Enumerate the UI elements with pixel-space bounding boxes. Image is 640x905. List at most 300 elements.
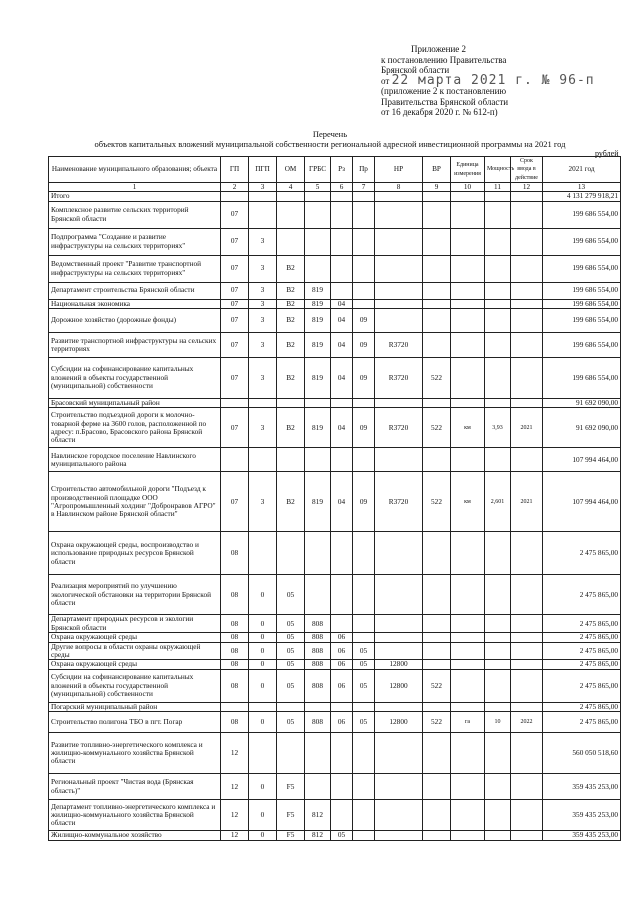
cell-power [485, 399, 511, 408]
cell-term [511, 299, 543, 308]
column-number: 1 [49, 183, 221, 192]
table-row [49, 575, 621, 615]
cell-amount: 199 686 554,00 [543, 309, 621, 333]
cell-gp: 07 [221, 299, 249, 308]
cell-unit [451, 660, 485, 669]
cell-gp [221, 448, 249, 472]
cell-power [485, 333, 511, 358]
cell-name: Субсидии на софинансирование капитальных вложений в объекты государственной (муниципальной) собственности [49, 669, 221, 702]
cell-name: Другие вопросы в области охраны окружающей среды [49, 642, 221, 660]
cell-gp: 08 [221, 712, 249, 733]
cell-amount: 2 475 865,00 [543, 615, 621, 633]
cell-power [485, 615, 511, 633]
cell-amount: 2 475 865,00 [543, 532, 621, 575]
cell-power [485, 774, 511, 800]
cell-grbs: 819 [305, 333, 331, 358]
table-row [49, 831, 621, 840]
column-header: Рз [331, 157, 353, 183]
cell-om: В2 [277, 309, 305, 333]
cell-grbs: 808 [305, 660, 331, 669]
cell-pgp: 3 [249, 282, 277, 299]
cell-vr: 522 [423, 669, 451, 702]
cell-vr [423, 228, 451, 255]
cell-amount: 107 994 464,00 [543, 472, 621, 532]
cell-om: В2 [277, 282, 305, 299]
column-number-row [49, 183, 621, 192]
cell-pr [353, 448, 375, 472]
cell-unit [451, 201, 485, 228]
cell-om: 05 [277, 575, 305, 615]
cell-om: В2 [277, 408, 305, 448]
column-header: ВР [423, 157, 451, 183]
appendix-header [381, 44, 621, 118]
cell-name: Жилищно-коммунальное хозяйство [49, 831, 221, 840]
cell-power [485, 201, 511, 228]
cell-rz: 06 [331, 660, 353, 669]
column-number: 12 [511, 183, 543, 192]
cell-vr [423, 774, 451, 800]
cell-vr [423, 309, 451, 333]
cell-unit [451, 399, 485, 408]
cell-amount: 4 131 279 918,21 [543, 192, 621, 201]
column-number: 7 [353, 183, 375, 192]
cell-vr [423, 831, 451, 840]
column-number: 2 [221, 183, 249, 192]
cell-term [511, 831, 543, 840]
cell-rz: 06 [331, 712, 353, 733]
cell-unit [451, 642, 485, 660]
cell-power [485, 800, 511, 831]
cell-pgp: 0 [249, 800, 277, 831]
cell-rz [331, 733, 353, 774]
cell-unit [451, 255, 485, 282]
cell-amount: 199 686 554,00 [543, 201, 621, 228]
cell-grbs [305, 201, 331, 228]
cell-nr: R3720 [375, 472, 423, 532]
table-row [49, 333, 621, 358]
cell-rz [331, 615, 353, 633]
cell-rz [331, 201, 353, 228]
cell-om: В2 [277, 333, 305, 358]
cell-vr [423, 192, 451, 201]
cell-pr [353, 201, 375, 228]
cell-rz [331, 228, 353, 255]
cell-name: Строительство автомобильной дороги "Подъезд к производственной площадке ООО "Агропромышленный холдинг "Добронравов АГРО" в Навлинском районе Брянской области" [49, 472, 221, 532]
cell-vr [423, 800, 451, 831]
cell-pgp: 3 [249, 228, 277, 255]
cell-pr [353, 831, 375, 840]
cell-unit [451, 800, 485, 831]
cell-om: 05 [277, 660, 305, 669]
cell-nr [375, 299, 423, 308]
cell-pr: 05 [353, 712, 375, 733]
cell-name: Реализация мероприятий по улучшению экологической обстановки на территории Брянской области [49, 575, 221, 615]
column-number: 11 [485, 183, 511, 192]
cell-pgp [249, 532, 277, 575]
cell-vr [423, 448, 451, 472]
cell-name: Дорожное хозяйство (дорожные фонды) [49, 309, 221, 333]
cell-name: Ведомственный проект "Развитие транспортной инфраструктуры на сельских территориях" [49, 255, 221, 282]
cell-power: 3,93 [485, 408, 511, 448]
cell-pr [353, 733, 375, 774]
cell-pgp: 0 [249, 831, 277, 840]
cell-name: Департамент топливно-энергетического комплекса и жилищно-коммунального хозяйства Брянской области [49, 800, 221, 831]
cell-grbs: 808 [305, 615, 331, 633]
cell-grbs: 819 [305, 358, 331, 399]
cell-name: Охрана окружающей среды, воспроизводство и использование природных ресурсов Брянской области [49, 532, 221, 575]
investment-table [48, 156, 621, 841]
cell-rz: 04 [331, 333, 353, 358]
cell-pr [353, 532, 375, 575]
cell-amount: 2 475 865,00 [543, 669, 621, 702]
cell-name: Подпрограмма "Создание и развитие инфраструктуры на сельских территориях" [49, 228, 221, 255]
cell-gp: 07 [221, 201, 249, 228]
cell-gp: 08 [221, 633, 249, 642]
cell-amount: 359 435 253,00 [543, 800, 621, 831]
column-number: 4 [277, 183, 305, 192]
cell-nr [375, 831, 423, 840]
column-header: Срок ввода в действие [511, 157, 543, 183]
cell-nr [375, 399, 423, 408]
column-number: 3 [249, 183, 277, 192]
cell-vr [423, 201, 451, 228]
cell-power [485, 309, 511, 333]
cell-unit [451, 228, 485, 255]
cell-name: Строительство полигона ТБО в пгт. Погар [49, 712, 221, 733]
cell-om [277, 733, 305, 774]
cell-amount: 2 475 865,00 [543, 712, 621, 733]
column-header: Наименование муниципального образования; объекта [49, 157, 221, 183]
cell-grbs [305, 255, 331, 282]
cell-om [277, 201, 305, 228]
cell-pr [353, 192, 375, 201]
cell-rz: 04 [331, 309, 353, 333]
table-row [49, 358, 621, 399]
cell-om [277, 228, 305, 255]
cell-gp: 07 [221, 282, 249, 299]
cell-grbs [305, 399, 331, 408]
cell-om [277, 448, 305, 472]
table-row [49, 800, 621, 831]
cell-unit [451, 615, 485, 633]
cell-om: В2 [277, 358, 305, 399]
cell-nr [375, 575, 423, 615]
cell-pr [353, 702, 375, 711]
table-row [49, 642, 621, 660]
cell-vr [423, 642, 451, 660]
table-row [49, 660, 621, 669]
column-header: ПГП [249, 157, 277, 183]
cell-pgp: 0 [249, 774, 277, 800]
cell-pgp [249, 702, 277, 711]
cell-nr [375, 615, 423, 633]
cell-nr [375, 702, 423, 711]
cell-rz: 04 [331, 358, 353, 399]
cell-gp: 08 [221, 642, 249, 660]
cell-unit [451, 532, 485, 575]
column-header: Пр [353, 157, 375, 183]
cell-vr: 522 [423, 712, 451, 733]
cell-vr [423, 615, 451, 633]
cell-nr: R3720 [375, 333, 423, 358]
cell-grbs [305, 702, 331, 711]
cell-unit [451, 448, 485, 472]
table-row [49, 192, 621, 201]
cell-name: Региональный проект "Чистая вода (Брянская область)" [49, 774, 221, 800]
cell-unit [451, 333, 485, 358]
cell-rz [331, 282, 353, 299]
cell-nr [375, 309, 423, 333]
cell-nr [375, 228, 423, 255]
cell-rz: 06 [331, 633, 353, 642]
cell-nr: 12800 [375, 660, 423, 669]
cell-power: 10 [485, 712, 511, 733]
cell-vr: 522 [423, 358, 451, 399]
cell-pr [353, 299, 375, 308]
cell-nr [375, 192, 423, 201]
table-row [49, 201, 621, 228]
cell-nr [375, 201, 423, 228]
cell-pr: 05 [353, 660, 375, 669]
cell-nr [375, 774, 423, 800]
cell-name: Национальная экономика [49, 299, 221, 308]
cell-rz [331, 702, 353, 711]
table-row [49, 669, 621, 702]
table-row [49, 309, 621, 333]
cell-grbs [305, 228, 331, 255]
cell-pgp: 3 [249, 309, 277, 333]
cell-nr: 12800 [375, 669, 423, 702]
cell-term [511, 201, 543, 228]
cell-pr: 09 [353, 358, 375, 399]
cell-term [511, 615, 543, 633]
table-row [49, 282, 621, 299]
cell-amount: 199 686 554,00 [543, 333, 621, 358]
cell-amount: 359 435 253,00 [543, 774, 621, 800]
header-line: Брянской области [381, 65, 450, 75]
column-number: 9 [423, 183, 451, 192]
cell-nr: R3720 [375, 408, 423, 448]
table-header-row [49, 157, 621, 183]
column-number: 13 [543, 183, 621, 192]
cell-pgp [249, 733, 277, 774]
header-line: от 16 декабря 2020 г. № 612-п) [381, 107, 498, 117]
cell-term [511, 733, 543, 774]
cell-power [485, 660, 511, 669]
cell-name: Развитие топливно-энергетического комплекса и жилищно-коммунального хозяйства Брянской области [49, 733, 221, 774]
table-row [49, 448, 621, 472]
cell-gp [221, 702, 249, 711]
cell-term [511, 532, 543, 575]
cell-pr [353, 774, 375, 800]
table-row [49, 228, 621, 255]
table-row [49, 408, 621, 448]
cell-grbs: 819 [305, 408, 331, 448]
cell-term [511, 192, 543, 201]
cell-name: Навлинское городское поселение Навлинского муниципального района [49, 448, 221, 472]
cell-unit [451, 633, 485, 642]
cell-name: Погарский муниципальный район [49, 702, 221, 711]
cell-unit [451, 733, 485, 774]
header-line: к постановлению Правительства [381, 54, 507, 65]
column-number: 6 [331, 183, 353, 192]
cell-om [277, 532, 305, 575]
cell-term [511, 228, 543, 255]
cell-power [485, 642, 511, 660]
cell-grbs: 808 [305, 642, 331, 660]
cell-term [511, 774, 543, 800]
cell-om: 05 [277, 669, 305, 702]
table-row [49, 633, 621, 642]
cell-power [485, 192, 511, 201]
cell-name: Развитие транспортной инфраструктуры на сельских территориях [49, 333, 221, 358]
cell-vr [423, 299, 451, 308]
cell-pr [353, 282, 375, 299]
cell-vr [423, 255, 451, 282]
cell-rz [331, 192, 353, 201]
cell-name: Итого [49, 192, 221, 201]
cell-amount: 2 475 865,00 [543, 642, 621, 660]
cell-name: Департамент строительства Брянской области [49, 282, 221, 299]
table-row [49, 472, 621, 532]
cell-power [485, 228, 511, 255]
document-title: Перечень [312, 129, 348, 139]
cell-pgp: 3 [249, 408, 277, 448]
cell-grbs [305, 733, 331, 774]
cell-gp: 08 [221, 575, 249, 615]
column-header: 2021 год [543, 157, 621, 183]
cell-gp: 07 [221, 255, 249, 282]
cell-om: В2 [277, 255, 305, 282]
cell-vr [423, 282, 451, 299]
cell-term [511, 642, 543, 660]
cell-unit [451, 669, 485, 702]
cell-rz: 04 [331, 408, 353, 448]
cell-gp: 07 [221, 408, 249, 448]
cell-term [511, 669, 543, 702]
header-line: (приложение 2 к постановлению [381, 86, 507, 96]
cell-pgp: 0 [249, 615, 277, 633]
table-row [49, 712, 621, 733]
cell-unit [451, 299, 485, 308]
cell-nr [375, 532, 423, 575]
cell-pgp: 0 [249, 575, 277, 615]
cell-pgp: 0 [249, 633, 277, 642]
column-header: ГРБС [305, 157, 331, 183]
cell-rz [331, 800, 353, 831]
cell-pgp [249, 399, 277, 408]
cell-om: 05 [277, 642, 305, 660]
cell-name: Брасовский муниципальный район [49, 399, 221, 408]
cell-nr [375, 633, 423, 642]
cell-vr [423, 660, 451, 669]
cell-pr [353, 399, 375, 408]
cell-gp: 08 [221, 660, 249, 669]
cell-om: В2 [277, 472, 305, 532]
cell-power [485, 633, 511, 642]
column-header: Мощность [485, 157, 511, 183]
cell-om: F5 [277, 831, 305, 840]
cell-pr: 05 [353, 669, 375, 702]
cell-gp: 12 [221, 774, 249, 800]
cell-power [485, 282, 511, 299]
column-number: 8 [375, 183, 423, 192]
cell-grbs: 819 [305, 299, 331, 308]
cell-pgp: 3 [249, 255, 277, 282]
cell-pgp: 3 [249, 333, 277, 358]
cell-rz: 04 [331, 299, 353, 308]
table-row [49, 615, 621, 633]
table-body [49, 192, 621, 840]
cell-om [277, 702, 305, 711]
cell-term [511, 309, 543, 333]
cell-pgp: 3 [249, 358, 277, 399]
cell-gp: 07 [221, 228, 249, 255]
cell-amount: 199 686 554,00 [543, 228, 621, 255]
cell-rz: 06 [331, 642, 353, 660]
column-header: Единица измерения [451, 157, 485, 183]
cell-pr [353, 575, 375, 615]
cell-pgp: 3 [249, 299, 277, 308]
column-header: ОМ [277, 157, 305, 183]
cell-vr [423, 633, 451, 642]
cell-term [511, 448, 543, 472]
table-row [49, 255, 621, 282]
cell-gp: 12 [221, 831, 249, 840]
cell-gp: 08 [221, 669, 249, 702]
cell-unit [451, 774, 485, 800]
cell-nr [375, 642, 423, 660]
cell-term [511, 282, 543, 299]
cell-rz: 05 [331, 831, 353, 840]
cell-amount: 2 475 865,00 [543, 575, 621, 615]
cell-unit [451, 575, 485, 615]
cell-om: 05 [277, 615, 305, 633]
cell-power [485, 575, 511, 615]
cell-vr [423, 733, 451, 774]
cell-amount: 359 435 253,00 [543, 831, 621, 840]
cell-power [485, 733, 511, 774]
cell-power [485, 358, 511, 399]
header-date-line [381, 72, 621, 88]
unit-label: рублей [595, 149, 619, 158]
cell-unit [451, 358, 485, 399]
cell-pgp: 0 [249, 712, 277, 733]
cell-amount: 2 475 865,00 [543, 660, 621, 669]
cell-unit [451, 702, 485, 711]
cell-amount: 199 686 554,00 [543, 255, 621, 282]
cell-om: 05 [277, 633, 305, 642]
cell-grbs: 808 [305, 633, 331, 642]
cell-nr [375, 733, 423, 774]
cell-grbs: 819 [305, 309, 331, 333]
cell-power [485, 255, 511, 282]
cell-gp: 08 [221, 532, 249, 575]
header-line: Правительства Брянской области [381, 96, 509, 107]
cell-nr [375, 255, 423, 282]
cell-pr: 09 [353, 309, 375, 333]
cell-unit [451, 831, 485, 840]
cell-om [277, 192, 305, 201]
cell-amount: 199 686 554,00 [543, 299, 621, 308]
cell-amount: 2 475 865,00 [543, 633, 621, 642]
cell-term [511, 399, 543, 408]
cell-grbs [305, 575, 331, 615]
cell-term [511, 660, 543, 669]
cell-grbs: 812 [305, 800, 331, 831]
cell-power [485, 669, 511, 702]
cell-term [511, 800, 543, 831]
